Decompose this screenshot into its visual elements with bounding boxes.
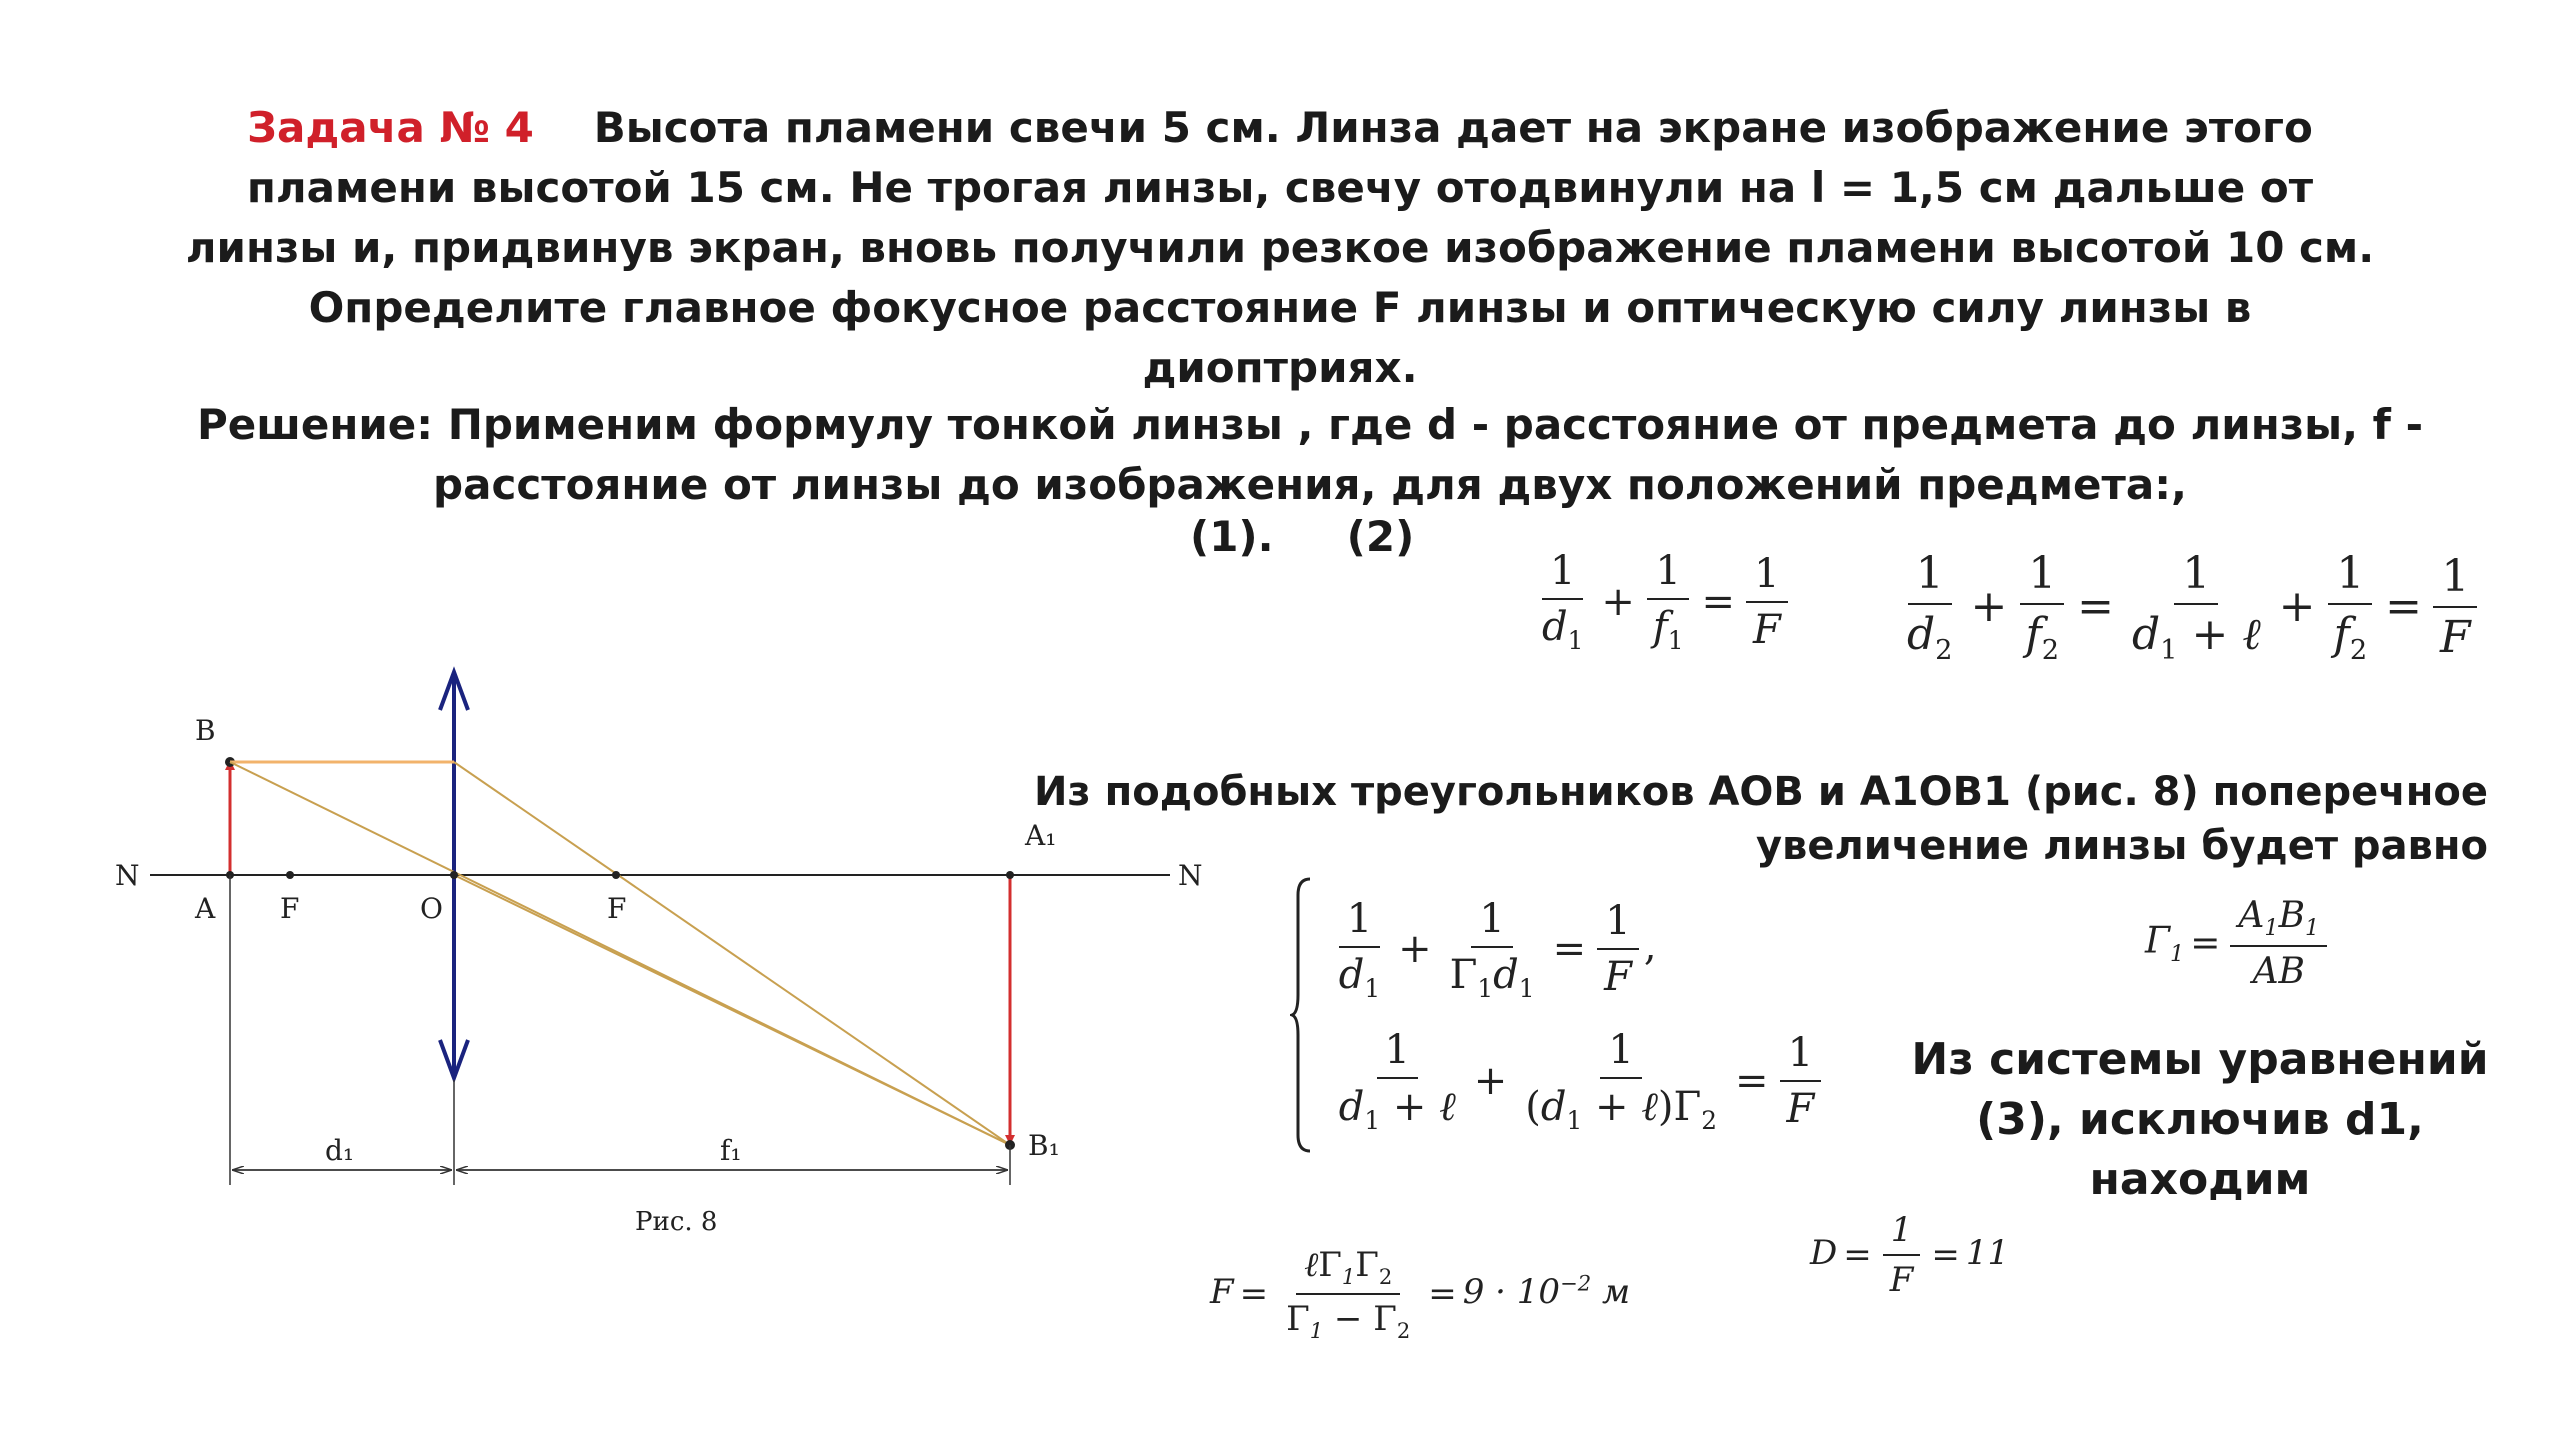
label-B1: B₁ <box>1028 1129 1060 1162</box>
optical-power-formula: D = $\frac{1}{F}$ = 11 <box>1810 1210 2010 1300</box>
problem-text: Высота пламени свечи 5 см. Линза дает на экране изображение этого пламени высотой 15 см. Не трогая линзы, свечу отодвинули на l = 1,5 см дальше от линзы и, придвинув экран, вновь получили резкое изображение пламени высотой 10 см. Определите главное фокусное расстояние F линзы и оптическую силу линзы в диоптриях. <box>185 103 2375 392</box>
system-solution-text: Из системы уравнений (3), исключив d1, находим <box>1911 1034 2489 1205</box>
label-f1: f₁ <box>720 1134 742 1167</box>
solution-text: Решение: Применим формулу тонкой линзы , где d - расстояние от предмета до линзы, f - расстояние от линзы до изображения, для двух положений предмета:, <box>197 400 2423 509</box>
problem-statement <box>170 98 2390 398</box>
brace-icon <box>1290 875 1314 1155</box>
problem-label: Задача № 4 <box>247 103 534 152</box>
label-N-left: N <box>115 859 140 892</box>
equation-numbers: (1). (2) <box>1190 512 1415 561</box>
axis-ray <box>454 875 1010 1145</box>
equation-system: $\frac{1}{d_1}$ + $\frac{1}{\Gamma_1d_1}$ = $\frac{1}{F}$ , $\frac{1}{d_1 + \ell}$ + $\frac{1}{(d_1 + \ell)\Gamma_2}$ = $\frac{1}{F}$ <box>1290 875 1826 1155</box>
label-A1: A₁ <box>1025 819 1057 852</box>
lens-formula-2: $\frac{1}{d_2}$ + $\frac{1}{f_2}$ = $\frac{1}{d_1 + \ell}$ + $\frac{1}{f_2}$ = $\frac{1}{F}$ <box>1895 548 2483 666</box>
refracted-ray <box>454 762 1010 1145</box>
label-A: A <box>195 892 216 925</box>
focal-length-formula: F = $\frac{\ell\Gamma_1\Gamma_2}{\Gamma_1 - \Gamma_2}$ = $9 \cdot 10^{-2}$ м <box>1210 1245 1631 1343</box>
label-B: B <box>195 714 216 747</box>
lens-diagram <box>100 640 1240 1260</box>
magnification-formula: $\Gamma_1$ = $\frac{A_1B_1}{AB}$ <box>2145 895 2331 992</box>
label-O: O <box>420 892 443 925</box>
label-N-right: N <box>1178 859 1203 892</box>
label-F-left: F <box>280 892 300 925</box>
lens-formula-1: $\frac{1}{d_1}$ + $\frac{1}{f_1}$ = $\frac{1}{F}$ <box>1530 548 1793 655</box>
figure-caption: Рис. 8 <box>635 1207 718 1237</box>
label-d1: d₁ <box>325 1134 355 1167</box>
similar-triangles-text: Из подобных треугольников АОВ и А1ОВ1 (рис. 8) поперечное увеличение линзы будет равно <box>1033 769 2488 869</box>
label-F-right: F <box>607 892 627 925</box>
